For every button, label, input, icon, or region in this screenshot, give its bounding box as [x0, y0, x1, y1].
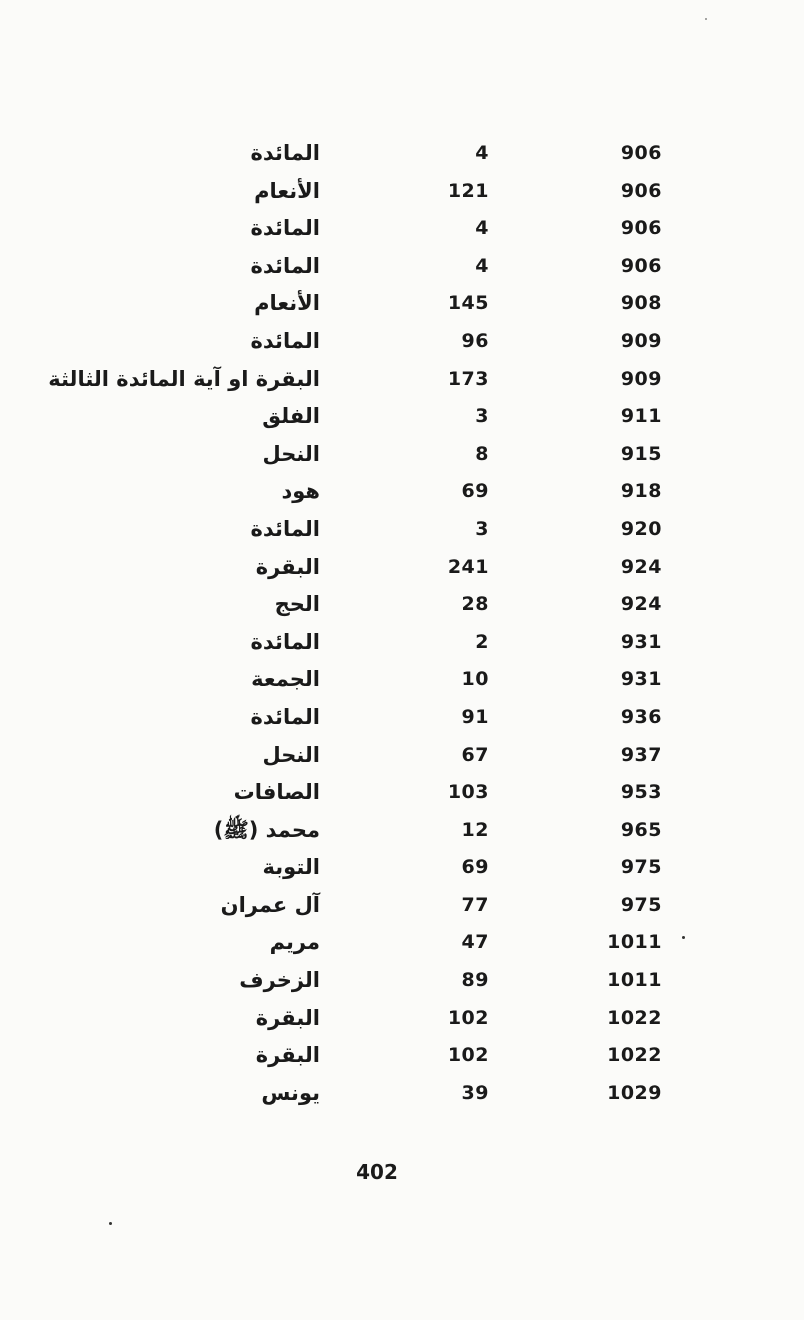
surah-name: الحج [274, 592, 320, 617]
surah-name: الزخرف [239, 968, 320, 993]
table-row [0, 1037, 804, 1075]
ayah-number: 4 [475, 217, 489, 240]
surah-name: الجمعة [251, 667, 320, 692]
ayah-number: 241 [447, 555, 489, 578]
ayah-number: 67 [461, 743, 489, 766]
ayah-number: 145 [447, 292, 489, 315]
ayah-number: 102 [447, 1044, 489, 1067]
surah-name: المائدة [250, 704, 320, 729]
table-row [0, 1075, 804, 1113]
ayah-number: 47 [461, 931, 489, 954]
table-row [0, 774, 804, 812]
ayah-number: 28 [461, 593, 489, 616]
ayah-number: 91 [461, 705, 489, 728]
reference-page-number: 909 [620, 329, 662, 352]
table-row [0, 398, 804, 436]
surah-name: البقرة [255, 554, 320, 579]
ayah-number: 3 [475, 517, 489, 540]
surah-name: المائدة [250, 629, 320, 654]
reference-page-number: 920 [620, 517, 662, 540]
reference-page-number: 953 [620, 781, 662, 804]
ayah-number: 103 [447, 781, 489, 804]
reference-page-number: 915 [620, 442, 662, 465]
table-row [0, 887, 804, 925]
ayah-number: 3 [475, 405, 489, 428]
reference-page-number: 906 [620, 179, 662, 202]
print-speck [109, 1222, 112, 1225]
table-row [0, 924, 804, 962]
ayah-number: 121 [447, 179, 489, 202]
table-row [0, 511, 804, 549]
table-row [0, 473, 804, 511]
ayah-number: 4 [475, 142, 489, 164]
reference-page-number: 924 [620, 555, 662, 578]
reference-page-number: 909 [620, 367, 662, 390]
surah-name: هود [281, 479, 320, 504]
surah-name: محمد (ﷺ) [213, 817, 320, 842]
ayah-number: 4 [475, 254, 489, 277]
ayah-number: 69 [461, 856, 489, 879]
reference-page-number: 975 [620, 856, 662, 879]
ayah-number: 69 [461, 480, 489, 503]
reference-page-number: 1022 [607, 1006, 662, 1029]
table-row [0, 962, 804, 1000]
ayah-number: 173 [447, 367, 489, 390]
reference-page-number: 906 [620, 142, 662, 164]
surah-name: البقرة [255, 1005, 320, 1030]
reference-page-number: 911 [620, 405, 662, 428]
print-speck [705, 18, 707, 20]
ayah-number: 2 [475, 630, 489, 653]
reference-page-number: 1029 [607, 1081, 662, 1104]
surah-name: النحل [262, 742, 320, 767]
reference-page-number: 906 [620, 217, 662, 240]
reference-page-number: 918 [620, 480, 662, 503]
reference-page-number: 906 [620, 254, 662, 277]
table-row [0, 586, 804, 624]
table-row [0, 624, 804, 662]
ayah-number: 12 [461, 818, 489, 841]
table-row [0, 849, 804, 887]
table-row [0, 1000, 804, 1038]
ayah-number: 102 [447, 1006, 489, 1029]
table-row [0, 323, 804, 361]
ayah-number: 77 [461, 893, 489, 916]
ayah-number: 8 [475, 442, 489, 465]
table-row [0, 436, 804, 474]
surah-name: المائدة [250, 216, 320, 241]
ayah-number: 39 [461, 1081, 489, 1104]
page-number: 402 [356, 1160, 398, 1184]
table-row [0, 248, 804, 286]
surah-name: يونس [261, 1080, 320, 1105]
table-row [0, 549, 804, 587]
reference-page-number: 936 [620, 705, 662, 728]
table-row [0, 361, 804, 399]
surah-name: التوبة [262, 855, 320, 880]
surah-name: المائدة [250, 516, 320, 541]
quran-verse-index-table [0, 135, 804, 1112]
surah-name: الصافات [233, 780, 320, 805]
surah-name: البقرة او آية المائدة الثالثة [48, 366, 320, 391]
table-row [0, 661, 804, 699]
surah-name: البقرة [255, 1043, 320, 1068]
table-row [0, 135, 804, 173]
table-row [0, 699, 804, 737]
ayah-number: 96 [461, 329, 489, 352]
table-row [0, 173, 804, 211]
table-row [0, 210, 804, 248]
surah-name: الأنعام [254, 291, 320, 316]
surah-name: آل عمران [220, 892, 320, 917]
print-speck [682, 936, 685, 939]
surah-name: مريم [269, 930, 320, 955]
surah-name: المائدة [250, 253, 320, 278]
surah-name: المائدة [250, 328, 320, 353]
reference-page-number: 1011 [607, 931, 662, 954]
ayah-number: 89 [461, 969, 489, 992]
reference-page-number: 931 [620, 630, 662, 653]
reference-page-number: 1022 [607, 1044, 662, 1067]
table-row [0, 285, 804, 323]
surah-name: الأنعام [254, 178, 320, 203]
reference-page-number: 975 [620, 893, 662, 916]
surah-name: النحل [262, 441, 320, 466]
surah-name: المائدة [250, 141, 320, 165]
reference-page-number: 1011 [607, 969, 662, 992]
reference-page-number: 965 [620, 818, 662, 841]
table-row [0, 737, 804, 775]
table-row [0, 812, 804, 850]
surah-name: الفلق [262, 404, 320, 429]
reference-page-number: 937 [620, 743, 662, 766]
reference-page-number: 908 [620, 292, 662, 315]
reference-page-number: 924 [620, 593, 662, 616]
ayah-number: 10 [461, 668, 489, 691]
reference-page-number: 931 [620, 668, 662, 691]
